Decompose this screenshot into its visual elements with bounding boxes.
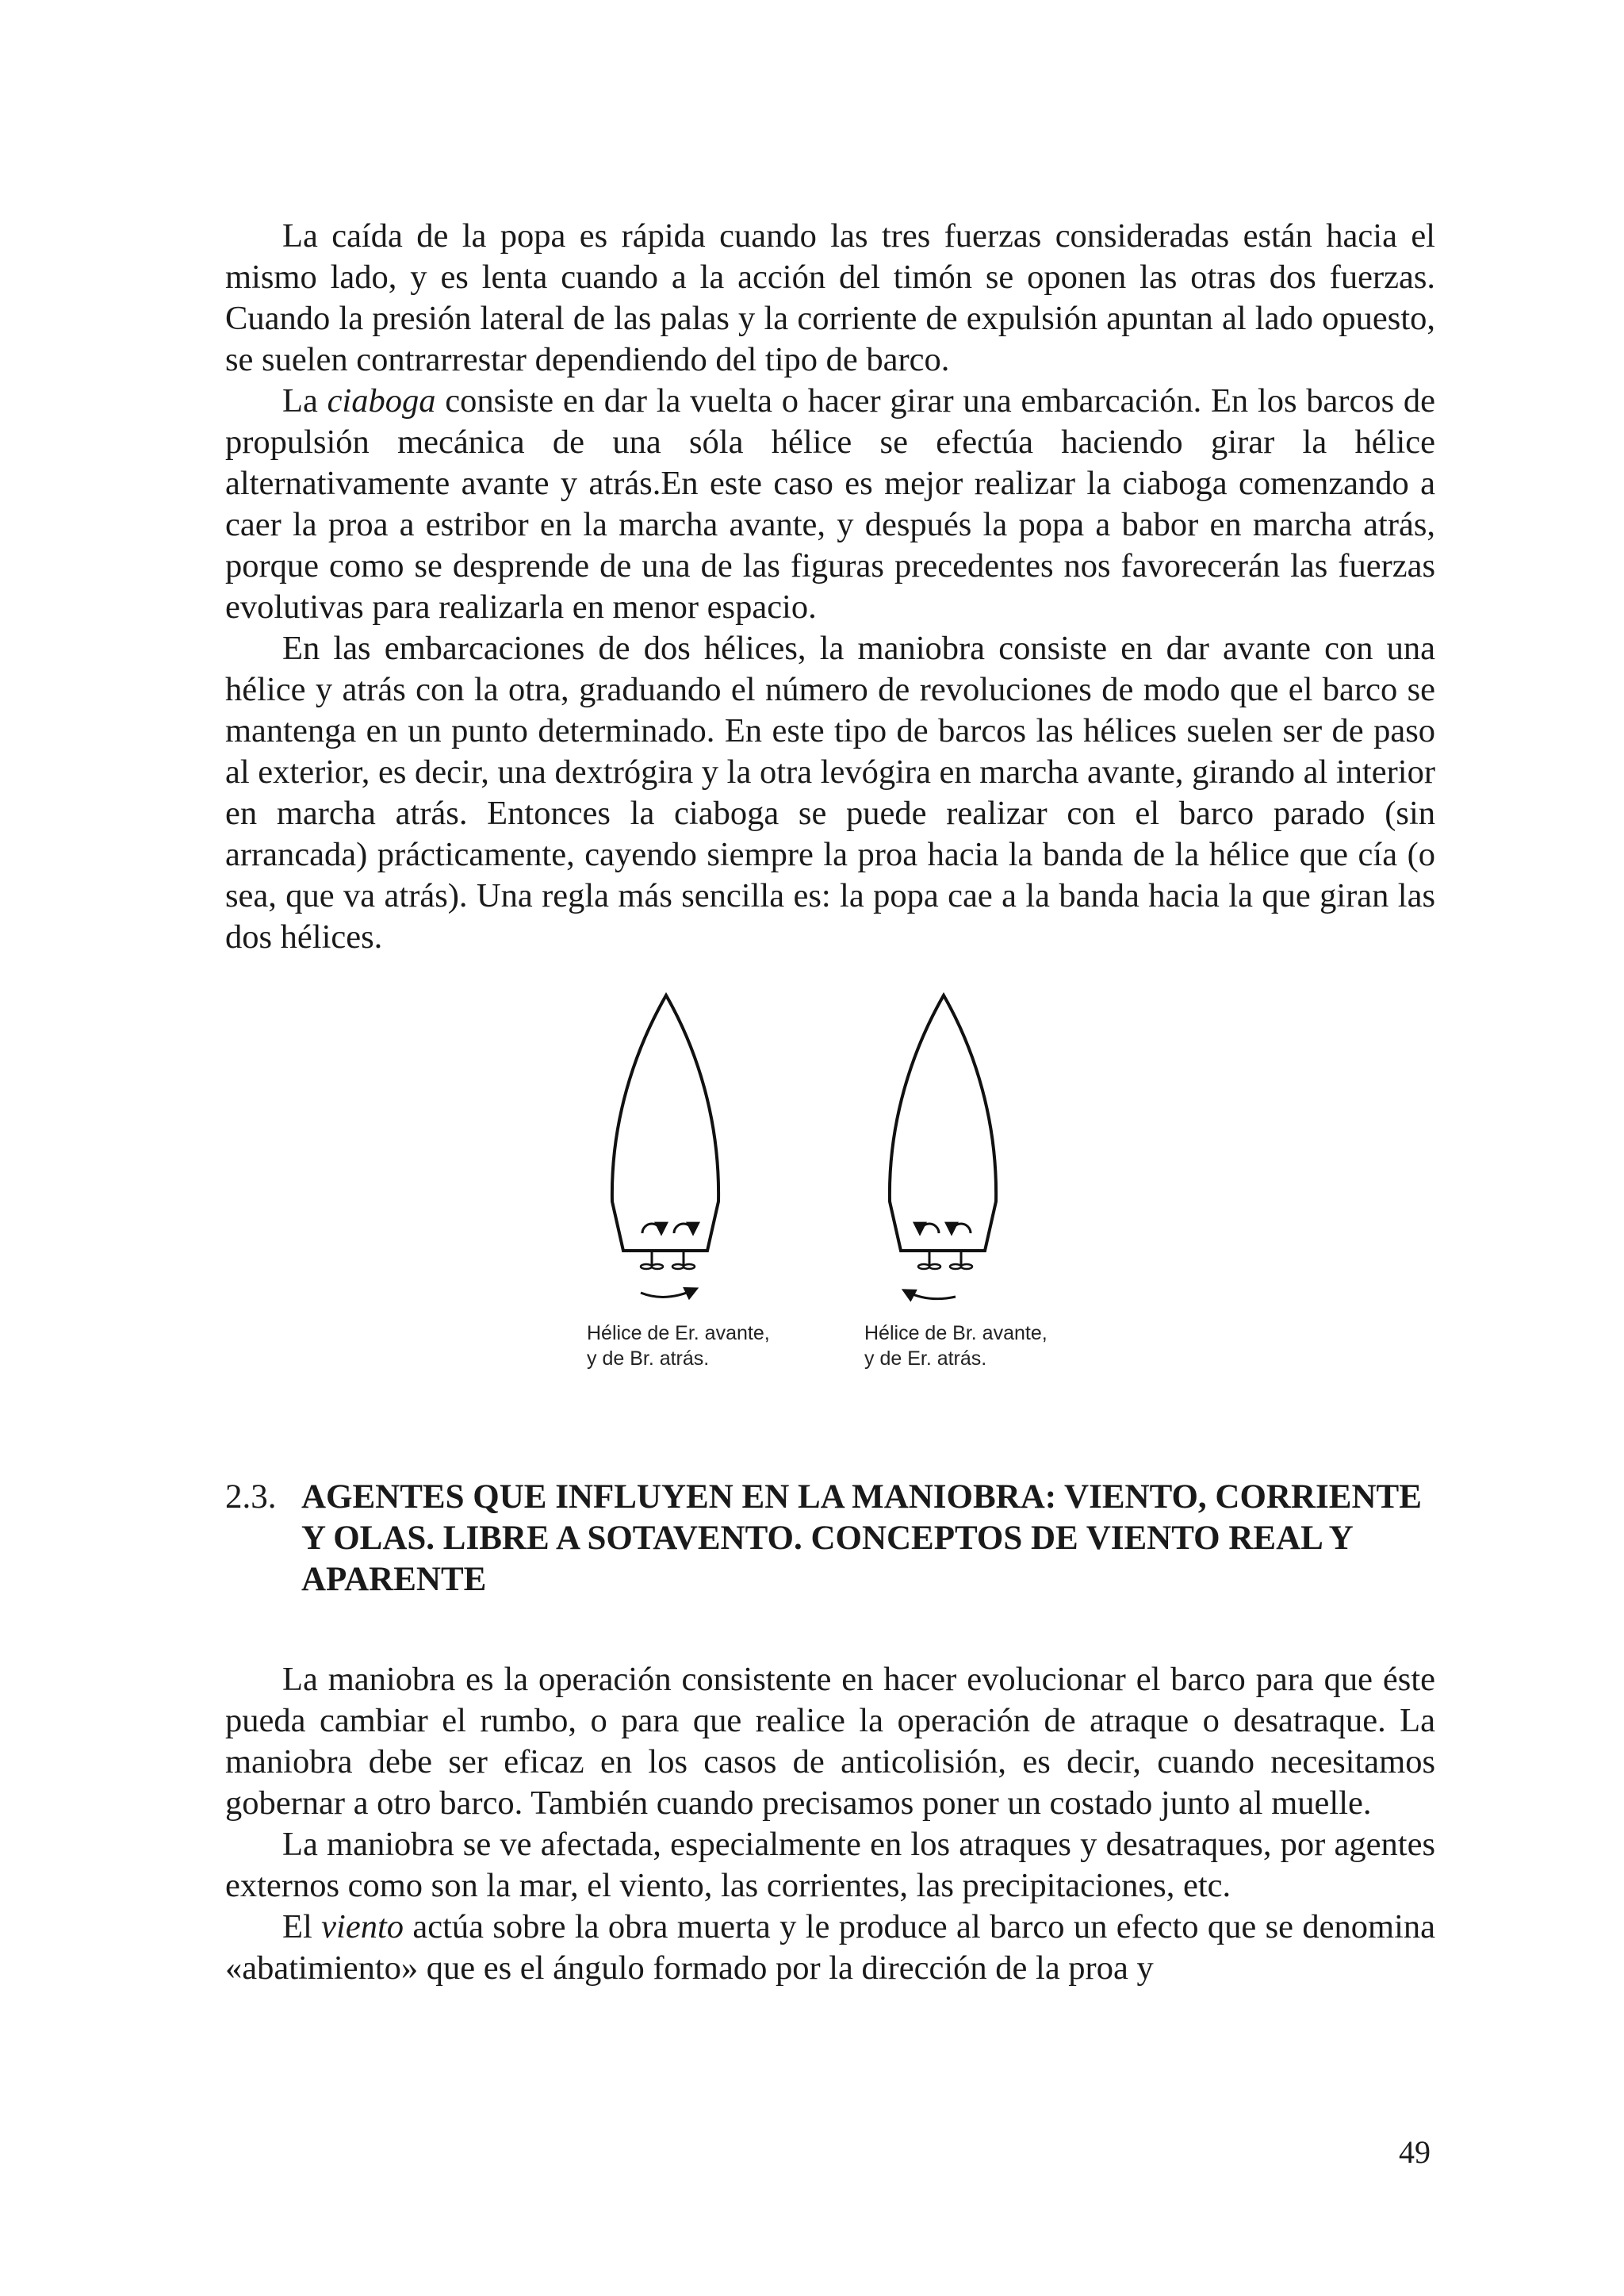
body-text-top xyxy=(225,216,1435,958)
italic-term-ciaboga: ciaboga xyxy=(327,382,436,420)
caption-line: y de Er. atrás. xyxy=(864,1347,987,1370)
text-run: actúa sobre la obra muerta y le produce al barco un efecto que se denomina «abatimiento» que es el ángulo formado por la dirección de la proa y xyxy=(225,1908,1435,1987)
body-text-bottom xyxy=(225,1659,1435,1989)
caption-line: y de Br. atrás. xyxy=(587,1347,710,1370)
caption-line: Hélice de Br. avante, xyxy=(864,1322,1048,1344)
boat-diagram xyxy=(555,987,1110,1320)
text-run: consiste en dar la vuelta o hacer girar una embarcación. En los barcos de propulsión mecánica de una sóla hélice se efectúa haciendo girar la hélice alternativamente avante y atrás.En este caso es mejor realizar la ciaboga comenzando a caer la proa a estribor en la marcha avante, y después la popa a babor en marcha atrás, porque como se desprende de una de las figuras precedentes nos favorecerán las fuerzas evolutivas para realizarla en menor espacio. xyxy=(225,382,1435,626)
paragraph: En las embarcaciones de dos hélices, la maniobra consiste en dar avante con una hélice y atrás con la otra, graduando el número de revoluciones de modo que el barco se mantenga en un punto determinado. En este tipo de barcos las hélices suelen ser de paso al exterior, es decir, una dextrógira y la otra levógira en marcha avante, girando al interior en marcha atrás. Entonces la ciaboga se puede realizar con el barco parado (sin arrancada) prácticamente, cayendo siempre la proa hacia la banda de la hélice que cía (o sea, que va atrás). Una regla más sencilla es: la popa cae a la banda hacia la que giran las dos hélices. xyxy=(225,630,1435,956)
text-run: El xyxy=(282,1908,322,1945)
figure-caption-left xyxy=(587,1320,770,1371)
paragraph: La maniobra es la operación consistente en hacer evolucionar el barco para que éste pueda cambiar el rumbo, o para que realice la operación de atraque o desatraque. La maniobra debe ser eficaz en los casos de anticolisión, es decir, cuando necesitamos gobernar a otro barco. También cuando precisamos poner un costado junto al muelle. xyxy=(225,1661,1435,1822)
boat-right xyxy=(890,995,996,1299)
paragraph xyxy=(225,381,1435,628)
paragraph: La maniobra se ve afectada, especialmente en los atraques y desatraques, por agentes externos como son la mar, el viento, las corrientes, las precipitaciones, etc. xyxy=(225,1826,1435,1904)
caption-line: Hélice de Er. avante, xyxy=(587,1322,770,1344)
section-number: 2.3. xyxy=(225,1478,277,1516)
section-heading xyxy=(225,1477,1435,1600)
text-run: La xyxy=(282,382,327,420)
paragraph xyxy=(225,1907,1435,1989)
figure-caption-right xyxy=(864,1320,1048,1371)
section-title: AGENTES QUE INFLUYEN EN LA MANIOBRA: VIENTO, CORRIENTE Y OLAS. LIBRE A SOTAVENTO. CONCEPTOS DE VIENTO REAL Y APARENTE xyxy=(301,1478,1422,1598)
paragraph: La caída de la popa es rápida cuando las tres fuerzas consideradas están hacia el mismo lado, y es lenta cuando a la acción del timón se oponen las otras dos fuerzas. Cuando la presión lateral de las palas y la corriente de expulsión apuntan al lado opuesto, se suelen contrarrestar dependiendo del tipo de barco. xyxy=(225,217,1435,378)
ciaboga-figure xyxy=(555,987,1110,1400)
boat-left xyxy=(612,995,718,1297)
page-number: 49 xyxy=(1399,2134,1431,2170)
italic-term-viento: viento xyxy=(321,1908,404,1945)
